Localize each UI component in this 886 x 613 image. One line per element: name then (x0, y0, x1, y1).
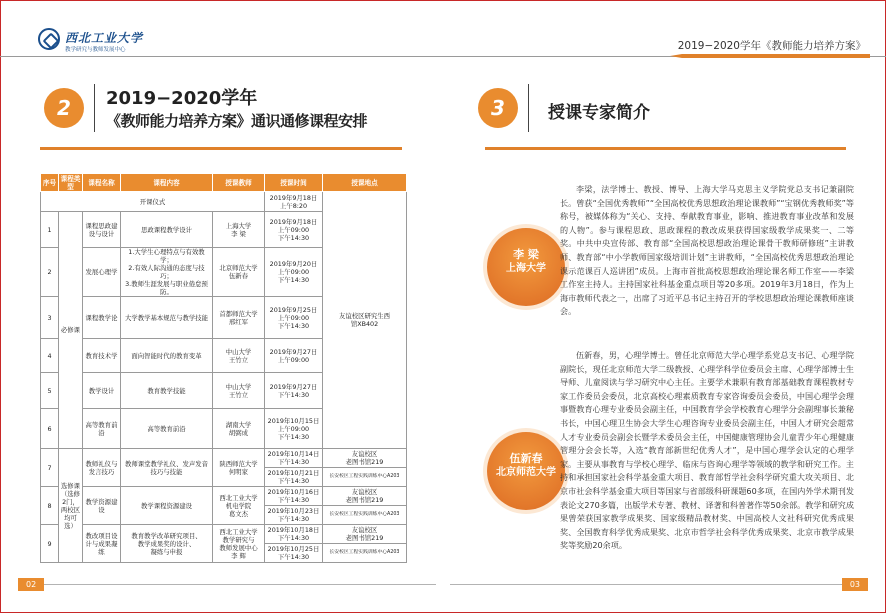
course-location: 友谊校区 老图书馆219 (323, 487, 407, 506)
row-no: 3 (41, 297, 59, 339)
course-teacher: 中山大学 王竹立 (213, 339, 265, 373)
document-title: 2019−2020学年《教师能力培养方案》 (677, 40, 866, 52)
page-number-right: 03 (842, 578, 868, 591)
section-2-title-line1: 2019−2020学年 (106, 88, 258, 109)
logo-subtitle: 教学研究与教师发展中心 (65, 47, 126, 53)
section-2-number: 2 (44, 88, 84, 128)
course-name: 教学设计 (83, 373, 121, 409)
opening-time-hour: 上午8:20 (279, 201, 308, 210)
logo-name: 西北工业大学 (65, 31, 144, 45)
header-cell: 课程名称 (83, 174, 121, 192)
course-teacher: 首都师范大学 邢红军 (213, 297, 265, 339)
course-schedule-table (40, 173, 407, 563)
row-no: 6 (41, 409, 59, 449)
course-time: 2019年9月18日 上午09:00 下午14:30 (265, 212, 323, 248)
course-time: 2019年10月16日 下午14:30 (265, 487, 323, 506)
header-cell: 授课时间 (265, 174, 323, 192)
course-time: 2019年10月18日 下午14:30 (265, 525, 323, 544)
course-content: 1.大学生心理特点与有效教学； 2.有效人际沟通的态度与技巧； 3.教师生涯发展与职业倦怠预防。 (121, 248, 213, 297)
expert-name: 伍新春 (509, 452, 543, 465)
header-cell: 课程类型 (59, 174, 83, 192)
section-3-title: 授课专家简介 (548, 103, 650, 123)
row-no: 2 (41, 248, 59, 297)
main-location-cell (323, 192, 407, 449)
row-no: 7 (41, 449, 59, 487)
opening-label: 开课仪式 (41, 192, 265, 212)
course-name: 课程思政建设与设计 (83, 212, 121, 248)
course-name: 高等教育前沿 (83, 409, 121, 449)
header-accent-tab (670, 54, 870, 58)
expert-org: 上海大学 (506, 263, 546, 274)
section-3-number: 3 (478, 88, 518, 128)
row-no: 1 (41, 212, 59, 248)
course-teacher: 北京师范大学 伍新春 (213, 248, 265, 297)
opening-time-date: 2019年9月18日 (269, 193, 318, 202)
course-teacher: 西北工业大学 教学研究与 教师发展中心 李 辉 (213, 525, 265, 563)
table-row-elective (41, 487, 407, 506)
course-content: 教育教学改革研究项目、 教学成果奖的设计、 凝练与申报 (121, 525, 213, 563)
course-content: 大学教学基本规范与教学技能 (121, 297, 213, 339)
header-cell: 序号 (41, 174, 59, 192)
course-time: 2019年9月25日 上午09:00 下午14:30 (265, 297, 323, 339)
course-time: 2019年9月20日 上午09:00 下午14:30 (265, 248, 323, 297)
course-time: 2019年10月15日 上午09:00 下午14:30 (265, 409, 323, 449)
course-time: 2019年10月25日 下午14:30 (265, 544, 323, 563)
course-name: 教师礼仪与发言技巧 (83, 449, 121, 487)
course-location: 长安校区工程实践训练中心A203 (323, 506, 407, 525)
expert-badge-wu-xinchun (487, 432, 565, 510)
section-3-rule (485, 147, 846, 150)
type-elective-cell: 选修课（选修2门，两校区均可选） (59, 449, 83, 563)
row-no: 8 (41, 487, 59, 525)
row-no: 9 (41, 525, 59, 563)
course-name: 教育技术学 (83, 339, 121, 373)
section-2-separator (94, 84, 95, 132)
course-content: 思政课程教学设计 (121, 212, 213, 248)
course-teacher: 中山大学 王竹立 (213, 373, 265, 409)
course-teacher: 西北工业大学 机电学院 葛文杰 (213, 487, 265, 525)
header-cell: 课程内容 (121, 174, 213, 192)
course-location: 友谊校区 老图书馆219 (323, 449, 407, 468)
course-location: 友谊校区 老图书馆219 (323, 525, 407, 544)
section-3-separator (528, 84, 529, 132)
course-name: 教改项目设计与成果凝练 (83, 525, 121, 563)
course-time: 2019年9月27日 上午09:00 (265, 339, 323, 373)
section-2-rule (40, 147, 402, 150)
course-time: 2019年9月27日 下午14:30 (265, 373, 323, 409)
course-location: 长安校区工程实践训练中心A203 (323, 468, 407, 487)
course-time: 2019年10月23日 下午14:30 (265, 506, 323, 525)
section-2-title-line2: 《教师能力培养方案》通识通修课程安排 (106, 112, 368, 130)
course-content: 教育教学技能 (121, 373, 213, 409)
footer-divider-left (44, 584, 436, 585)
course-teacher: 湖南大学 胡弼成 (213, 409, 265, 449)
header-cell: 授课教师 (213, 174, 265, 192)
course-content: 面向智能时代的教育变革 (121, 339, 213, 373)
expert-badge-li-liang (487, 228, 565, 306)
opening-time (265, 192, 323, 212)
course-name: 课程教学论 (83, 297, 121, 339)
course-content: 教学课程资源建设 (121, 487, 213, 525)
table-header-row (41, 174, 407, 192)
header (0, 0, 886, 58)
course-name: 发展心理学 (83, 248, 121, 297)
footer-divider-right (450, 584, 850, 585)
course-name: 教学资源建设 (83, 487, 121, 525)
table-row-opening (41, 192, 407, 212)
university-logo (38, 28, 148, 58)
course-content: 高等教育前沿 (121, 409, 213, 449)
course-time: 2019年10月14日 下午14:30 (265, 449, 323, 468)
table-row-elective (41, 525, 407, 544)
table-row-elective (41, 449, 407, 468)
header-cell: 授课地点 (323, 174, 407, 192)
type-required-cell: 必修课 (59, 212, 83, 449)
expert-org: 北京师范大学 (496, 467, 556, 478)
main-location: 友谊校区研究生西馆XB402 (338, 312, 391, 328)
row-no: 4 (41, 339, 59, 373)
expert-name: 李 梁 (513, 248, 539, 261)
course-teacher: 陕西师范大学 何明家 (213, 449, 265, 487)
course-time: 2019年10月21日 下午14:30 (265, 468, 323, 487)
expert-bio-wu-xinchun: 伍新春，男，心理学博士。曾任北京师范大学心理学系党总支书记、心理学院副院长，现任北京师范大学二级教授、心理学科学位委员会主席、心理学部博士生导师、儿童阅读与学习研究中心主任。主要学术兼职有教育部基础教育课程教材专家工作委员会委员，北京高校心理素质教育专家咨询委员会委员，中国心理学会理事暨教育心理专业委员会副主任，中国教育学会学校教育心理学分会副理事长兼秘书长，中国心理卫生协会大学生心理咨询专业委员会副主任，中国人才研究会超常人才专业委员会副会长暨学术委员会主任，中国健康管理协会儿童青少年心理健康管理分会会长等，入选“教育部新世纪优秀人才”，是中国心理学会认定的心理学家。主要从事教育与学校心理学、临床与咨询心理学等领域的教学和研究工作。主持和承担国家社会科学基金重大项目、教育部哲学社会科学研究重大攻关项目、北京市社会科学基金重大项目等国家与省部级科研课题60多项，在国内外学术期刊发表论文270多篇，出版学术专著、教材、译著和科普著作等50余部。教学和研究成果曾荣获国家教学成果奖、国家级精品教材奖、中国高校人文社科研究优秀成果奖、全国教育科学优秀成果奖、北京市哲学社会科学优秀成果奖、北京市教学成果奖等奖励20余项。 (560, 350, 854, 551)
expert-bio-li-liang: 李梁，法学博士、教授、博导、上海大学马克思主义学院党总支书记兼副院长。曾获“全国优秀教师”“全国高校优秀思想政治理论课教师”“宝钢优秀教师奖”等称号，被媒体称为“关心、支持、奉献教育事业，影响、推进教育事业改革和发展的人物”。参与课程思政、思政课程的教改成果获得国家级教学成果奖一、二等奖。中共中央宣传部、教育部“全国高校思想政治理论课骨干教师研修班”主讲教师、教育部“中小学教师国家级培训计划”主讲教师，“全国高校优秀思想政治理论课示范课百人巡讲团”成员。上海市首批高校思想政治理论课名师工作室——李梁工作室主持人。主持国家社科基金重点项目等20多项。2019年3月18日，作为上海市教师代表之一，出席了习近平总书记主持召开的学校思想政治理论课教师座谈会。 (560, 184, 854, 317)
course-content: 教师课堂教学礼仪、发声发音技巧与技能 (121, 449, 213, 487)
course-location: 长安校区工程实践训练中心A203 (323, 544, 407, 563)
row-no: 5 (41, 373, 59, 409)
course-teacher: 上海大学 李 梁 (213, 212, 265, 248)
page-number-left: 02 (18, 578, 44, 591)
logo-emblem-icon (38, 28, 60, 50)
